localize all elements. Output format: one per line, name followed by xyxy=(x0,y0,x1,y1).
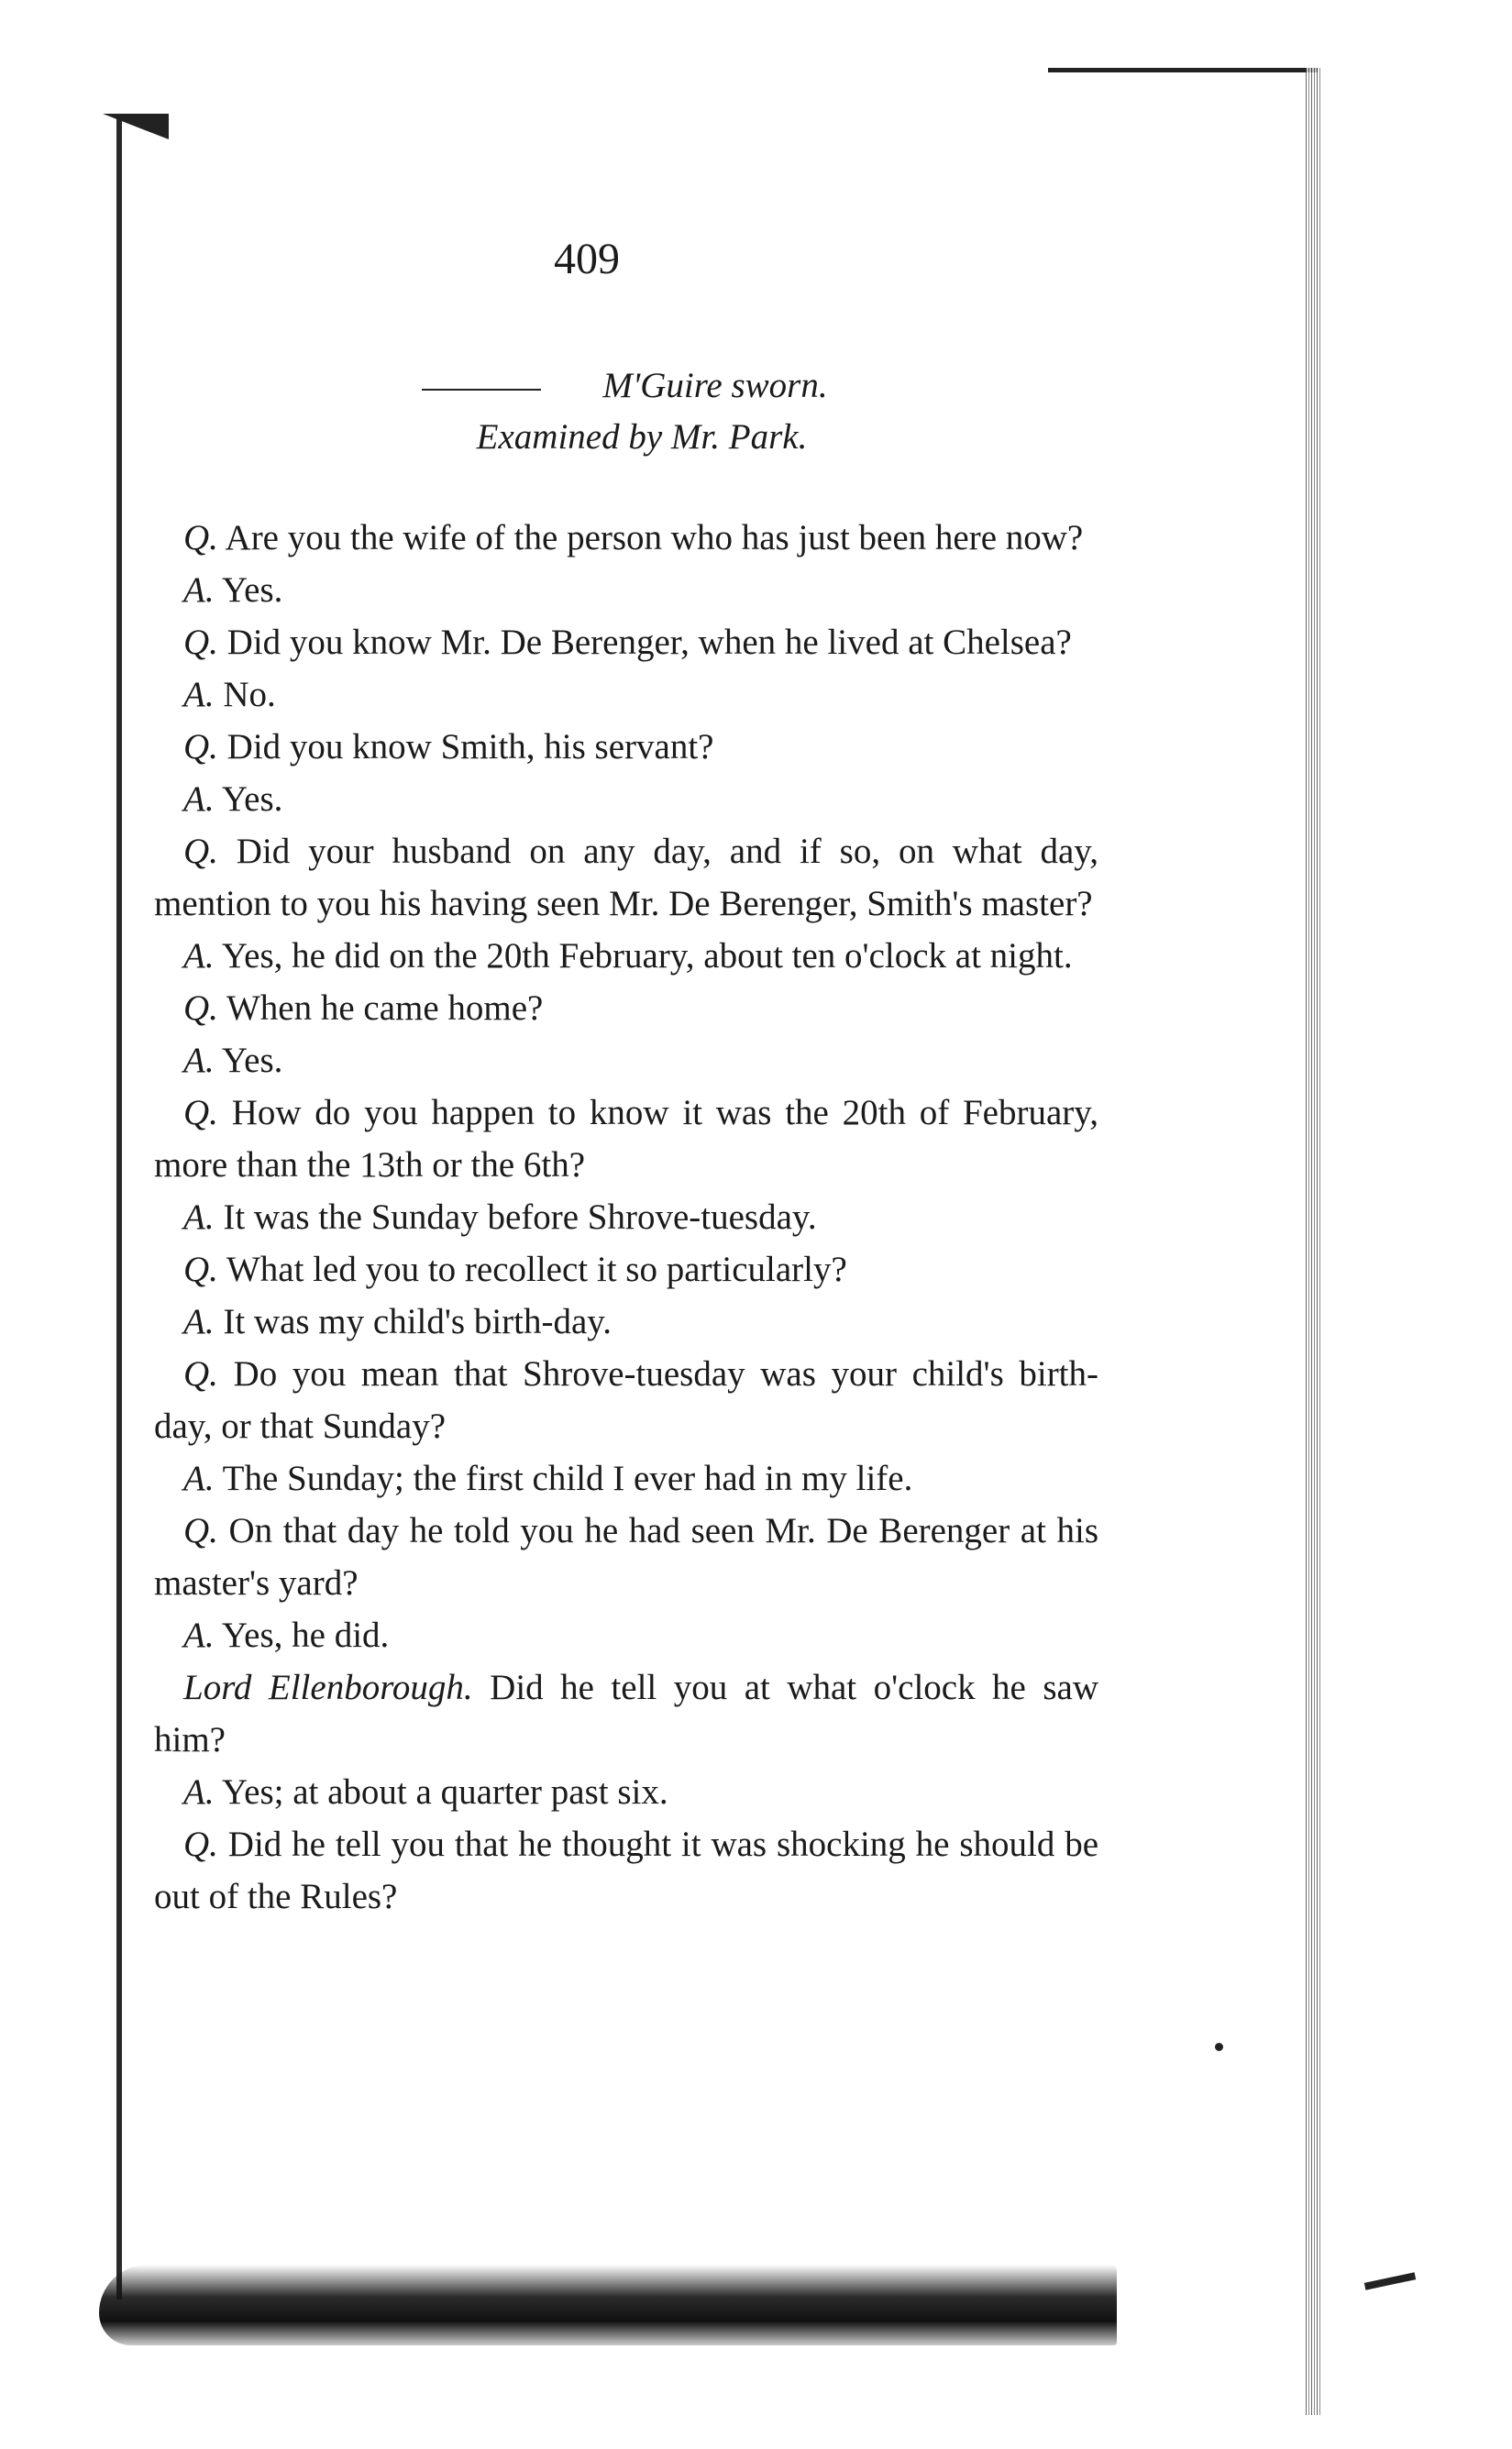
transcript-paragraph xyxy=(154,930,1098,982)
transcript-paragraph xyxy=(154,1766,1098,1818)
transcript-paragraph xyxy=(154,564,1098,616)
paragraph-text: Yes. xyxy=(221,779,283,819)
paragraph-text: How do you happen to know it was the 20th of February, more than the 13th or the 6th? xyxy=(154,1093,1098,1185)
speaker-label: Q. xyxy=(183,518,218,557)
speaker-label: Lord Ellenborough. xyxy=(183,1668,473,1707)
paragraph-text: It was my child's birth-day. xyxy=(223,1302,612,1341)
speaker-label: A. xyxy=(183,1616,215,1655)
paragraph-text: Did he tell you at what o'clock he saw him? xyxy=(154,1668,1098,1760)
speaker-label: A. xyxy=(183,1041,215,1080)
paragraph-text: Yes, he did. xyxy=(221,1616,390,1655)
transcript-paragraph xyxy=(154,982,1098,1034)
bottom-smear xyxy=(99,2265,1117,2345)
paragraph-text: Yes. xyxy=(221,1041,283,1080)
transcript-paragraph xyxy=(154,825,1098,930)
speaker-label: A. xyxy=(183,675,215,714)
paragraph-text: Did your husband on any day, and if so, on what day, mention to you his having seen Mr. De Berenger, Smith's master? xyxy=(154,832,1099,923)
speaker-label: A. xyxy=(183,936,215,976)
paragraph-text: Yes; at about a quarter past six. xyxy=(221,1772,668,1812)
speaker-label: Q. xyxy=(183,1825,218,1864)
speaker-label: Q. xyxy=(183,727,218,767)
transcript-paragraph xyxy=(154,616,1098,668)
examiner-heading: Examined by Mr. Park. xyxy=(476,417,808,457)
speaker-label: Q. xyxy=(183,1511,218,1550)
speaker-label: A. xyxy=(183,1302,215,1341)
transcript-paragraph xyxy=(154,1034,1098,1087)
transcript-paragraph xyxy=(154,668,1098,721)
transcript-paragraph xyxy=(154,1818,1098,1923)
speaker-label: A. xyxy=(183,1459,215,1498)
transcript-paragraph xyxy=(154,1348,1098,1452)
speaker-label: Q. xyxy=(183,832,218,871)
stray-dot xyxy=(1215,2043,1223,2051)
speaker-label: Q. xyxy=(183,1250,218,1289)
scan-edge-right xyxy=(1306,68,1320,2415)
transcript-paragraph xyxy=(154,1661,1098,1766)
speaker-label: A. xyxy=(183,1772,215,1812)
paragraph-text: When he came home? xyxy=(226,988,544,1028)
transcript-paragraph xyxy=(154,1191,1098,1243)
speaker-label: Q. xyxy=(183,988,218,1028)
transcript-paragraph xyxy=(154,1452,1098,1505)
transcript-paragraph xyxy=(154,1087,1098,1191)
speaker-label: A. xyxy=(183,570,215,610)
transcript-paragraph xyxy=(154,773,1098,825)
transcript-body xyxy=(154,512,1098,1923)
page-number: 409 xyxy=(554,235,620,283)
transcript-paragraph xyxy=(154,1296,1098,1348)
witness-heading: M'Guire sworn. xyxy=(403,365,954,406)
transcript-paragraph xyxy=(154,721,1098,773)
right-mark xyxy=(1364,2272,1416,2289)
transcript-paragraph xyxy=(154,1505,1098,1609)
paragraph-text: No. xyxy=(223,675,276,714)
speaker-label: Q. xyxy=(183,1354,218,1394)
speaker-label: A. xyxy=(183,779,215,819)
speaker-label: Q. xyxy=(183,1093,218,1132)
corner-mark xyxy=(103,114,169,139)
speaker-label: Q. xyxy=(183,623,218,662)
paragraph-text: Did you know Mr. De Berenger, when he lived at Chelsea? xyxy=(226,623,1072,662)
paragraph-text: On that day he told you he had seen Mr. De Berenger at his master's yard? xyxy=(154,1511,1099,1603)
transcript-paragraph xyxy=(154,1609,1098,1661)
transcript-paragraph xyxy=(154,1243,1098,1296)
paragraph-text: Do you mean that Shrove-tuesday was your child's birth-day, or that Sunday? xyxy=(154,1354,1099,1446)
paragraph-text: The Sunday; the first child I ever had in my life. xyxy=(222,1459,913,1498)
paragraph-text: It was the Sunday before Shrove-tuesday. xyxy=(223,1197,817,1237)
speaker-label: A. xyxy=(183,1197,215,1237)
paragraph-text: Did you know Smith, his servant? xyxy=(226,727,714,767)
paragraph-text: Are you the wife of the person who has just been here now? xyxy=(225,518,1084,557)
paragraph-text: What led you to recollect it so particularly? xyxy=(226,1250,847,1289)
scan-edge-top xyxy=(1048,68,1318,72)
paragraph-text: Yes, he did on the 20th February, about ten o'clock at night. xyxy=(221,936,1073,976)
transcript-paragraph xyxy=(154,512,1098,564)
paragraph-text: Did he tell you that he thought it was shocking he should be out of the Rules? xyxy=(154,1825,1099,1916)
paragraph-text: Yes. xyxy=(221,570,283,610)
scan-edge-left xyxy=(116,117,122,2300)
